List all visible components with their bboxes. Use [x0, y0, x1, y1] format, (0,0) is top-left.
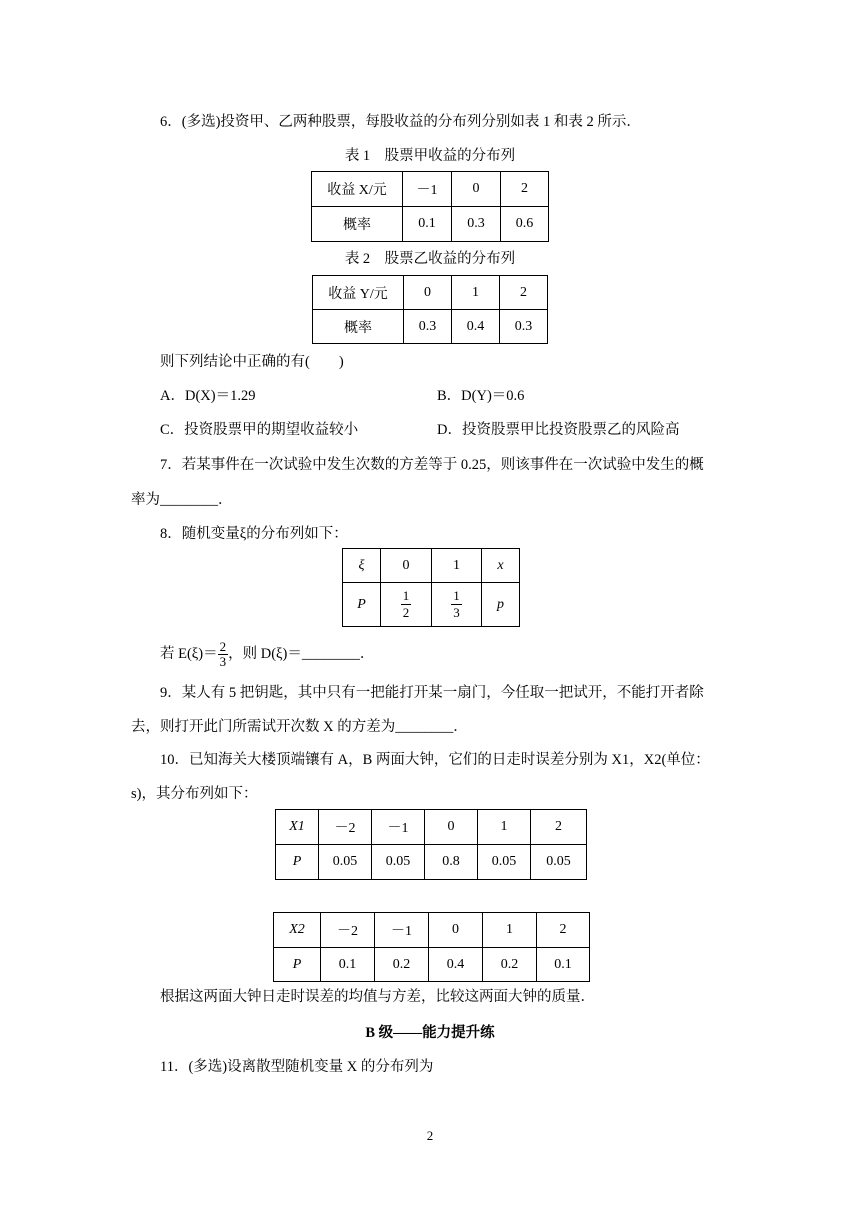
table-cell: 0	[404, 276, 452, 310]
table-cell: 0	[429, 913, 483, 948]
table-cell: 1	[452, 276, 500, 310]
table-cell: 概率	[313, 310, 404, 344]
q8-condition	[160, 640, 374, 669]
q9-line2: 去，则打开此门所需试开次数 X 的方差为________．	[131, 719, 468, 735]
table-cell: 收益 Y/元	[313, 276, 404, 310]
table-cell: 2	[531, 810, 587, 845]
fraction-denominator: 3	[219, 654, 227, 669]
table-cell: －2	[321, 913, 375, 948]
section-heading: B 级——能力提升练	[365, 1025, 495, 1041]
table-cell: 0.3	[404, 310, 452, 344]
table-cell: －1	[403, 172, 452, 207]
table-cell: 0.1	[321, 948, 375, 982]
table-cell: －1	[375, 913, 429, 948]
table-cell: 1	[432, 549, 482, 583]
q10-line1: 10．已知海关大楼顶端镶有 A，B 两面大钟，它们的日走时误差分别为 X1，X2(单位：	[160, 752, 710, 768]
q6-option-c: C．投资股票甲的期望收益较小	[160, 422, 359, 438]
table-cell: 2	[500, 276, 548, 310]
table-cell: P	[274, 948, 321, 982]
q9-line1: 9．某人有 5 把钥匙，其中只有一把能打开某一扇门，今任取一把试开，不能打开者除	[160, 685, 704, 701]
q6-stem: 6．(多选)投资甲、乙两种股票，每股收益的分布列分别如表 1 和表 2 所示．	[160, 114, 641, 130]
table-cell: 1	[483, 913, 537, 948]
fraction-numerator: 1	[453, 588, 460, 603]
table-cell: 收益 X/元	[312, 172, 403, 207]
q6-table1-caption: 表 1 股票甲收益的分布列	[344, 148, 516, 164]
table-cell: 2	[537, 913, 590, 948]
table-cell: 0.2	[375, 948, 429, 982]
table-cell: 0	[452, 172, 501, 207]
table-cell: 0.4	[452, 310, 500, 344]
q7-line1: 7．若某事件在一次试验中发生次数的方差等于 0.25，则该事件在一次试验中发生的概	[160, 457, 704, 473]
table-cell: 0	[425, 810, 478, 845]
table-cell: 0.6	[501, 207, 549, 242]
table-cell: ξ	[343, 549, 381, 583]
table-cell: x	[482, 549, 520, 583]
q10-table-x1	[275, 809, 587, 880]
q8-condition-suffix: ，则 D(ξ)＝________．	[228, 645, 375, 662]
fraction-numerator: 2	[219, 639, 227, 654]
fraction	[218, 640, 229, 669]
table-cell: 0	[381, 549, 432, 583]
q6-table1	[311, 171, 549, 242]
table-cell: 概率	[312, 207, 403, 242]
q10-conclusion: 根据这两面大钟日走时误差的均值与方差，比较这两面大钟的质量．	[160, 989, 595, 1005]
fraction-denominator: 2	[402, 605, 410, 620]
table-cell: 0.1	[537, 948, 590, 982]
fraction-denominator: 3	[453, 605, 460, 620]
q6-table2-caption: 表 2 股票乙收益的分布列	[344, 251, 516, 267]
table-cell: 0.8	[425, 845, 478, 880]
table-cell: 1	[478, 810, 531, 845]
q6-table2	[312, 275, 548, 344]
q8-stem: 8．随机变量ξ的分布列如下：	[160, 526, 348, 542]
table-cell: 0.3	[500, 310, 548, 344]
table-cell: 0.05	[531, 845, 587, 880]
q6-question: 则下列结论中正确的有( )	[160, 354, 344, 370]
q7-line2: 率为________．	[131, 492, 233, 508]
table-cell: p	[482, 583, 520, 627]
q6-option-a: A．D(X)＝1.29	[160, 388, 256, 404]
q6-option-d: D．投资股票甲比投资股票乙的风险高	[437, 422, 680, 438]
q10-table-x2	[273, 912, 590, 982]
q8-table	[342, 548, 520, 627]
table-cell: 0.4	[429, 948, 483, 982]
table-cell: 0.05	[478, 845, 531, 880]
fraction	[401, 588, 412, 621]
table-cell: 2	[501, 172, 549, 207]
table-cell: 0.1	[403, 207, 452, 242]
table-cell: －2	[319, 810, 372, 845]
table-cell: X1	[276, 810, 319, 845]
page-number: 2	[426, 1128, 434, 1143]
q6-option-b: B．D(Y)＝0.6	[437, 388, 525, 404]
fraction	[451, 588, 462, 621]
table-cell: P	[343, 583, 381, 627]
q11-stem: 11．(多选)设离散型随机变量 X 的分布列为	[160, 1059, 434, 1075]
table-cell: 0.05	[319, 845, 372, 880]
q10-line2: s)，其分布列如下：	[131, 786, 258, 802]
table-cell: P	[276, 845, 319, 880]
fraction-numerator: 1	[402, 588, 410, 603]
table-cell: 0.3	[452, 207, 501, 242]
table-cell	[432, 583, 482, 627]
table-cell: 0.05	[372, 845, 425, 880]
table-cell	[381, 583, 432, 627]
table-cell: －1	[372, 810, 425, 845]
table-cell: 0.2	[483, 948, 537, 982]
q8-condition-prefix: 若 E(ξ)＝	[160, 645, 218, 662]
table-cell: X2	[274, 913, 321, 948]
